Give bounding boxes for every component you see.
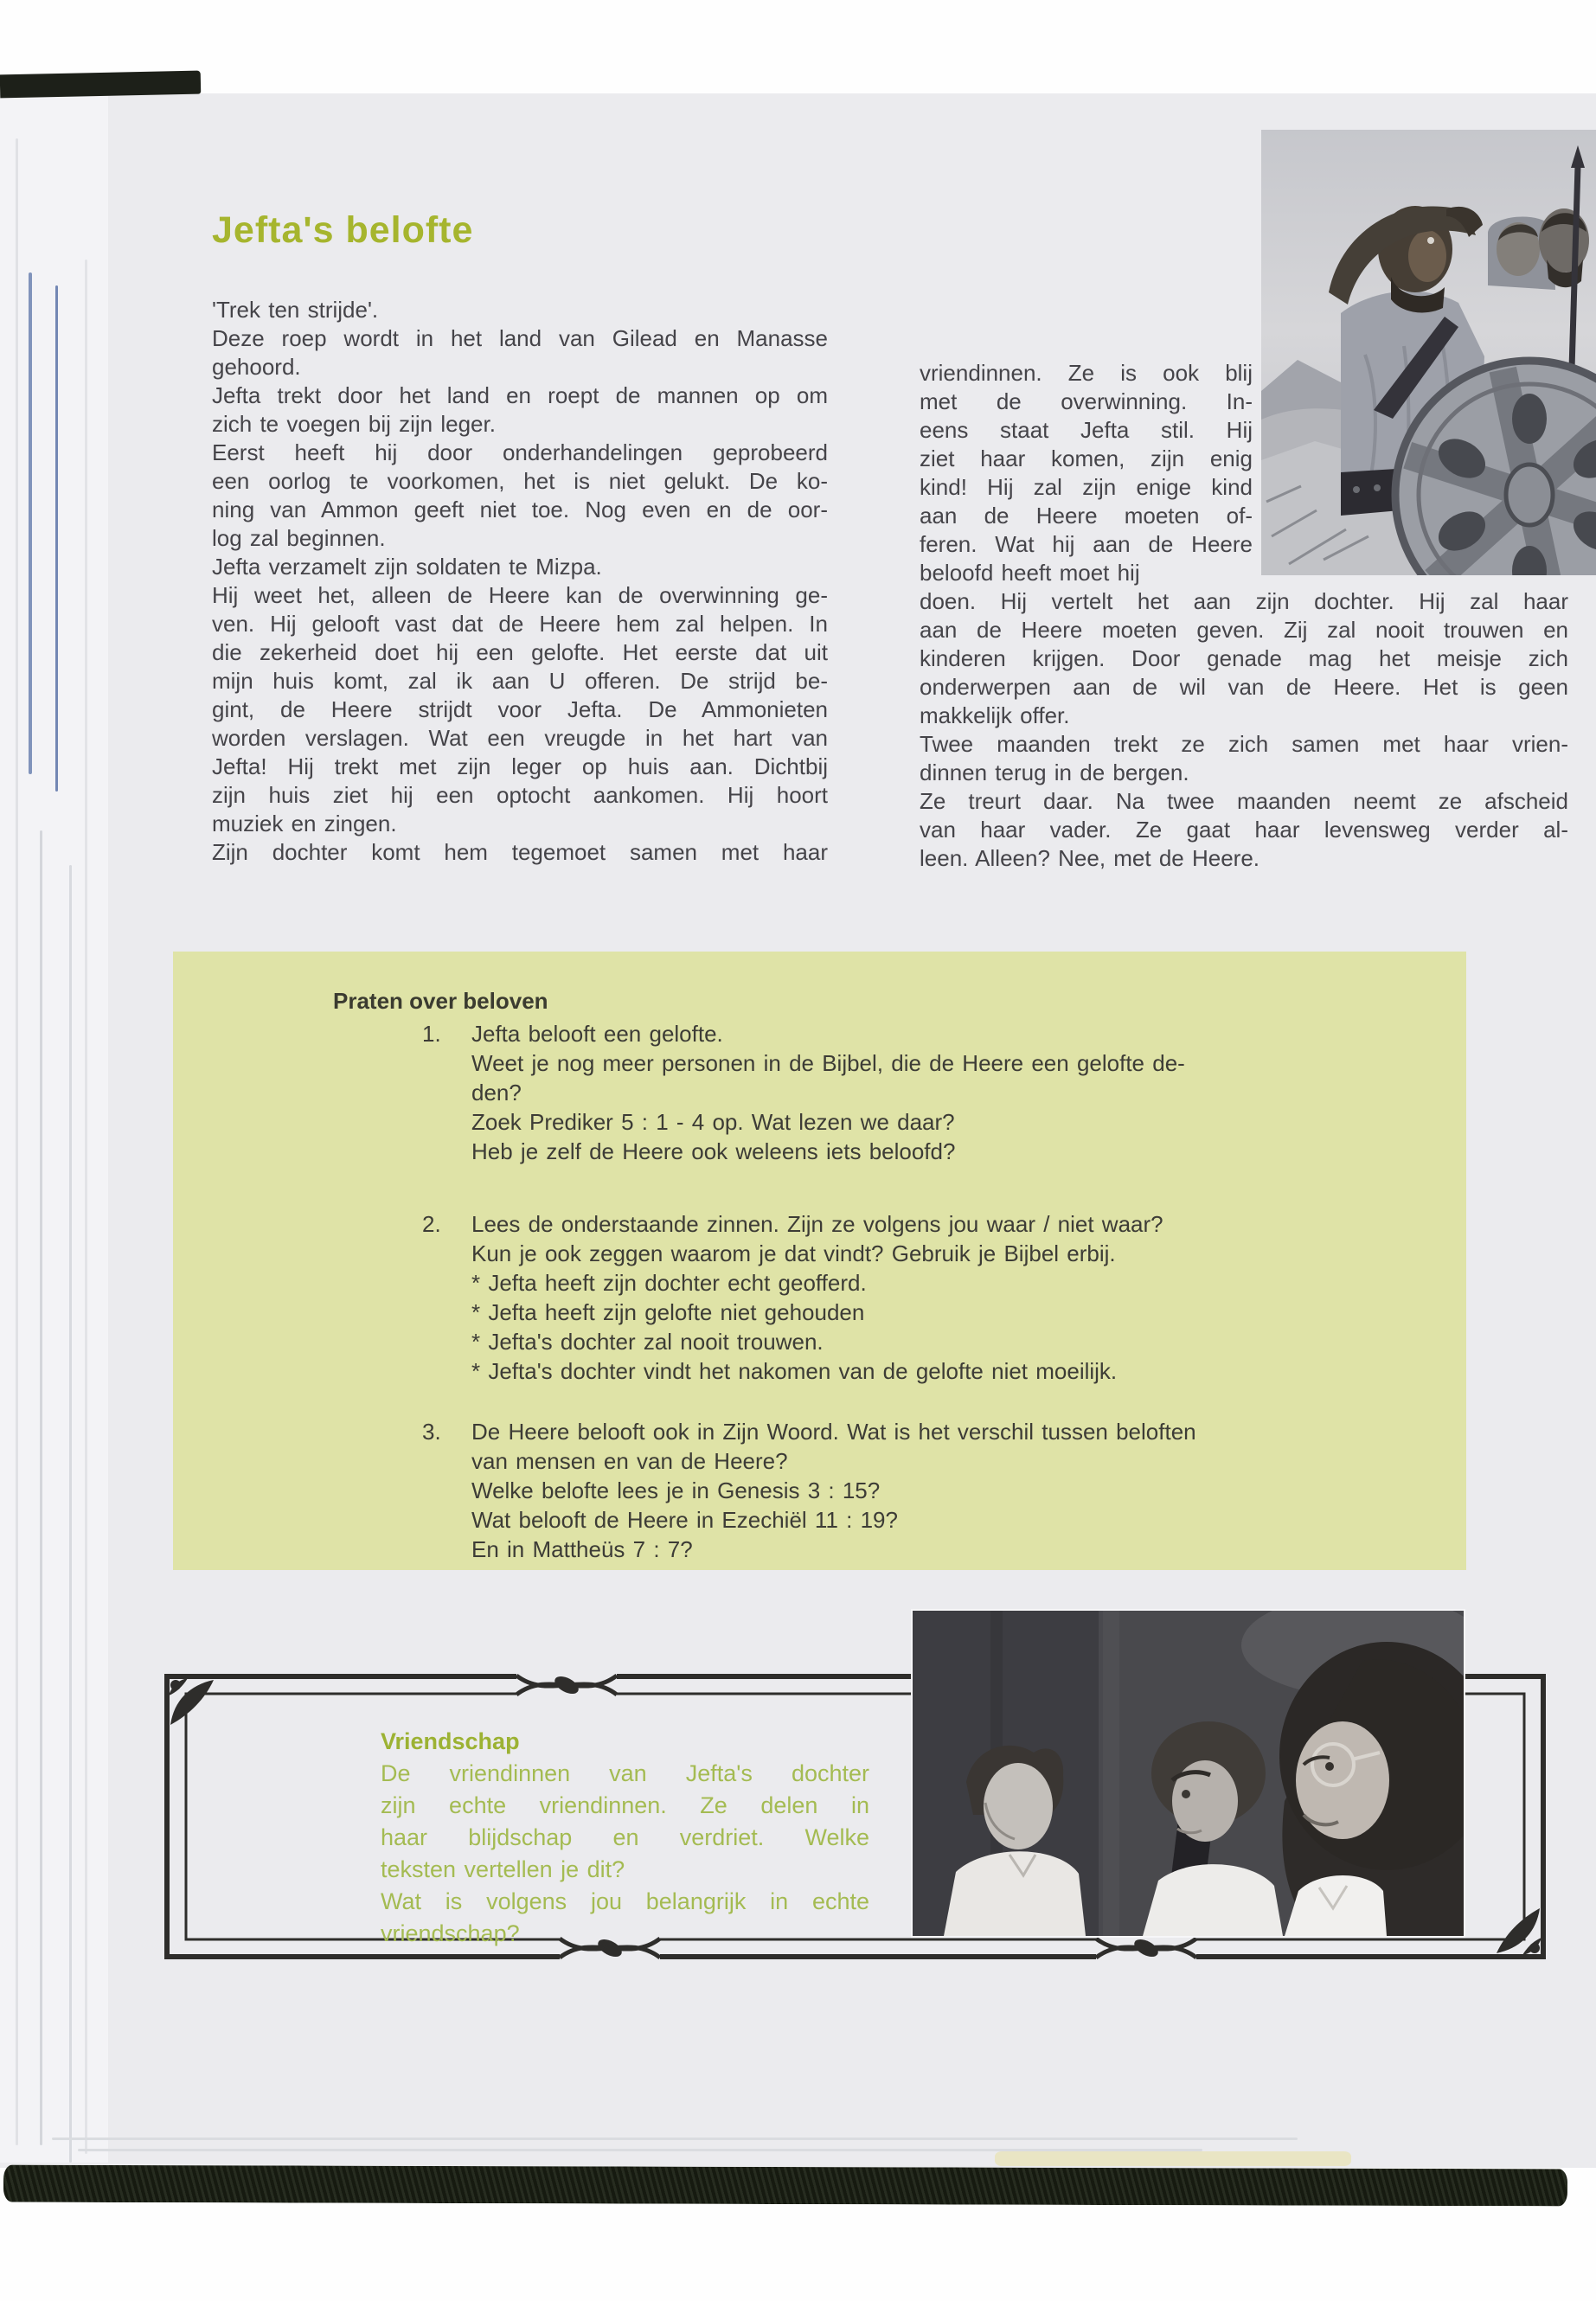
intro-right-column-narrow [920,359,1253,587]
text-line: * Jefta's dochter zal nooit trouwen. [471,1329,824,1355]
text-line: zich te voegen bij zijn leger. [212,411,496,437]
text-line: Twee maanden trekt ze zich samen met haar vrien- [920,731,1568,757]
text-line: Weet je nog meer personen in de Bijbel, die de Heere een gelofte de- [471,1050,1185,1076]
text-line: een oorlog te voorkomen, het is niet gelukt. De ko- [212,468,828,494]
page-title: Jefta's belofte [212,209,474,251]
text-line: En in Mattheüs 7 : 7? [471,1536,693,1562]
page-edge-line [85,260,87,2154]
text-line: Hij weet het, alleen de Heere kan de overwinning ge- [212,582,828,608]
text-line: ven. Hij gelooft vast dat de Heere hem zal helpen. In [212,611,828,637]
text-line: Wat belooft de Heere in Ezechiël 11 : 19? [471,1507,898,1533]
friendship-box [381,1726,869,1950]
text-line: Wat is volgens jou belangrijk in echte [381,1888,869,1914]
jefta-illustration [1261,130,1596,575]
text-line: gint, de Heere strijdt voor Jefta. De Ammonieten [212,696,828,722]
question-item [422,1019,1449,1166]
text-line: doen. Hij vertelt het aan zijn dochter. Hij zal haar [920,588,1568,614]
text-line: zijn echte vriendinnen. Ze delen in [381,1792,869,1818]
text-line: feren. Wat hij aan de Heere [920,531,1253,557]
text-line: aan de Heere moeten of- [920,503,1253,529]
page-edge-line [16,138,18,2145]
question-number: 3. [422,1419,441,1445]
page-edge-line [55,285,58,792]
text-line: Lees de onderstaande zinnen. Zijn ze volgens jou waar / niet waar? [471,1211,1163,1237]
text-line: Jefta verzamelt zijn soldaten te Mizpa. [212,554,602,580]
text-line: leen. Alleen? Nee, met de Heere. [920,845,1260,871]
text-line: onderwerpen aan de wil van de Heere. Het is geen [920,674,1568,700]
text-line: Jefta trekt door het land en roept de mannen op om [212,382,828,408]
text-line: Eerst heeft hij door onderhandelingen geprobeerd [212,439,828,465]
question-lines [471,1209,1449,1386]
text-line: De vriendinnen van Jefta's dochter [381,1760,869,1786]
text-line: mijn huis komt, zal ik aan U offeren. De strijd be- [212,668,828,694]
text-line: die zekerheid doet hij een gelofte. Het eerste dat uit [212,639,828,665]
question-number: 1. [422,1021,441,1047]
text-line: den? [471,1080,522,1106]
text-line: Ze treurt daar. Na twee maanden neemt ze afscheid [920,788,1568,814]
text-line: Welke belofte lees je in Genesis 3 : 15? [471,1477,881,1503]
page-edge-line [40,830,42,2145]
friendship-heading: Vriendschap [381,1728,520,1754]
question-lines [471,1417,1449,1564]
text-line: Kun je ook zeggen waarom je dat vindt? Gebruik je Bijbel erbij. [471,1240,1116,1266]
text-line: dinnen terug in de bergen. [920,760,1189,785]
text-line: beloofd heeft moet hij [920,560,1140,586]
text-line: ning van Ammon geeft niet toe. Nog even en de oor- [212,497,828,522]
friendship-lines [381,1758,869,1950]
text-line: gehoord. [212,354,301,380]
book-cover-corner [0,71,201,99]
text-line: * Jefta heeft zijn gelofte niet gehouden [471,1299,865,1325]
text-line: De Heere belooft ook in Zijn Woord. Wat is het verschil tussen beloften [471,1419,1196,1445]
text-line: van mensen en van de Heere? [471,1448,788,1474]
text-line: aan de Heere moeten geven. Zij zal nooit trouwen en [920,617,1568,643]
page-bottom-edge [52,2138,1298,2140]
question-lines [471,1019,1449,1166]
text-line: * Jefta heeft zijn dochter echt geofferd. [471,1270,867,1296]
text-line: Jefta belooft een gelofte. [471,1021,723,1047]
text-line: met de overwinning. In- [920,388,1253,414]
text-line: zijn huis ziet hij een optocht aankomen. Hij hoort [212,782,828,808]
text-line: kind! Hij zal zijn enige kind [920,474,1253,500]
text-line: Jefta! Hij trekt met zijn leger op huis aan. Dichtbij [212,753,828,779]
text-line: teksten vertellen je dit? [381,1856,625,1882]
text-line: worden verslagen. Wat een vreugde in het hart van [212,725,828,751]
intro-right-column-wide [920,587,1568,873]
page-edge-line [69,865,72,2163]
text-line: Zoek Prediker 5 : 1 - 4 op. Wat lezen we daar? [471,1109,955,1135]
question-item [422,1417,1449,1564]
text-line: kinderen krijgen. Door genade mag het meisje zich [920,645,1568,671]
book-cover-bottom [3,2165,1567,2207]
text-line: Zijn dochter komt hem tegemoet samen met haar [212,839,828,865]
text-line: log zal beginnen. [212,525,386,551]
question-number: 2. [422,1211,441,1237]
text-line: eens staat Jefta stil. Hij [920,417,1253,443]
text-line: muziek en zingen. [212,811,397,836]
text-line: ziet haar komen, zijn enig [920,445,1253,471]
text-line: van haar vader. Ze gaat haar levensweg verder al- [920,817,1568,843]
text-line: * Jefta's dochter vindt het nakomen van de gelofte niet moeilijk. [471,1358,1118,1384]
text-line: Heb je zelf de Heere ook weleens iets beloofd? [471,1138,956,1164]
text-line: makkelijk offer. [920,702,1070,728]
text-line: Deze roep wordt in het land van Gilead en Manasse [212,325,828,351]
questions-box-heading: Praten over beloven [333,988,548,1014]
intro-left-column [212,296,828,867]
text-line: vriendinnen. Ze is ook blij [920,360,1253,386]
girls-photo [913,1611,1464,1936]
question-item [422,1209,1449,1386]
text-line: haar blijdschap en verdriet. Welke [381,1824,869,1850]
yellowed-page-sliver [995,2151,1351,2166]
text-line: 'Trek ten strijde'. [212,297,379,323]
text-line: vriendschap? [381,1920,520,1946]
page-edge-line [29,272,32,774]
